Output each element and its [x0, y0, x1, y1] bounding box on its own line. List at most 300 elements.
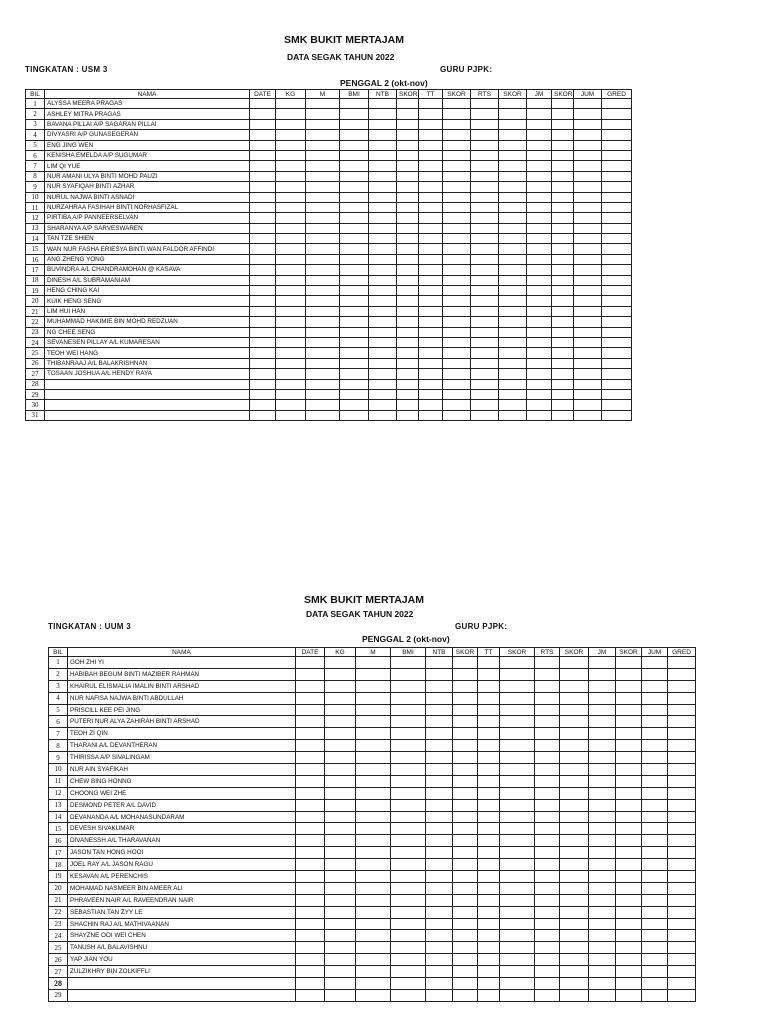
score-cell[interactable]: [391, 728, 426, 740]
score-cell[interactable]: [574, 400, 602, 410]
score-cell[interactable]: [306, 130, 340, 140]
score-cell[interactable]: [589, 942, 616, 954]
score-cell[interactable]: [616, 775, 642, 787]
score-cell[interactable]: [574, 265, 602, 275]
score-cell[interactable]: [340, 234, 369, 244]
score-cell[interactable]: [500, 859, 535, 871]
score-cell[interactable]: [535, 966, 560, 978]
score-cell[interactable]: [296, 823, 325, 835]
score-cell[interactable]: [397, 327, 419, 337]
score-cell[interactable]: [340, 254, 369, 264]
score-cell[interactable]: [574, 130, 602, 140]
score-cell[interactable]: [325, 918, 356, 930]
score-cell[interactable]: [356, 692, 391, 704]
score-cell[interactable]: [589, 966, 616, 978]
score-cell[interactable]: [296, 657, 325, 669]
score-cell[interactable]: [369, 306, 397, 316]
score-cell[interactable]: [574, 234, 602, 244]
score-cell[interactable]: [527, 327, 552, 337]
score-cell[interactable]: [276, 202, 306, 212]
score-cell[interactable]: [276, 327, 306, 337]
score-cell[interactable]: [325, 692, 356, 704]
score-cell[interactable]: [471, 109, 499, 119]
score-cell[interactable]: [552, 265, 574, 275]
score-cell[interactable]: [560, 787, 589, 799]
score-cell[interactable]: [535, 657, 560, 669]
score-cell[interactable]: [552, 358, 574, 368]
score-cell[interactable]: [499, 223, 527, 233]
score-cell[interactable]: [369, 161, 397, 171]
score-cell[interactable]: [642, 775, 668, 787]
score-cell[interactable]: [419, 109, 443, 119]
score-cell[interactable]: [356, 918, 391, 930]
score-cell[interactable]: [443, 400, 471, 410]
score-cell[interactable]: [340, 358, 369, 368]
score-cell[interactable]: [369, 379, 397, 389]
score-cell[interactable]: [419, 358, 443, 368]
score-cell[interactable]: [391, 775, 426, 787]
score-cell[interactable]: [602, 223, 632, 233]
score-cell[interactable]: [478, 823, 500, 835]
score-cell[interactable]: [340, 389, 369, 399]
score-cell[interactable]: [478, 835, 500, 847]
score-cell[interactable]: [602, 202, 632, 212]
score-cell[interactable]: [500, 894, 535, 906]
score-cell[interactable]: [560, 930, 589, 942]
score-cell[interactable]: [499, 109, 527, 119]
score-cell[interactable]: [276, 254, 306, 264]
score-cell[interactable]: [306, 400, 340, 410]
score-cell[interactable]: [391, 882, 426, 894]
score-cell[interactable]: [499, 286, 527, 296]
score-cell[interactable]: [642, 704, 668, 716]
score-cell[interactable]: [552, 192, 574, 202]
score-cell[interactable]: [453, 954, 478, 966]
score-cell[interactable]: [356, 978, 391, 990]
score-cell[interactable]: [296, 966, 325, 978]
score-cell[interactable]: [527, 161, 552, 171]
score-cell[interactable]: [340, 109, 369, 119]
score-cell[interactable]: [250, 99, 276, 109]
score-cell[interactable]: [443, 140, 471, 150]
score-cell[interactable]: [535, 775, 560, 787]
score-cell[interactable]: [478, 764, 500, 776]
score-cell[interactable]: [325, 859, 356, 871]
score-cell[interactable]: [527, 317, 552, 327]
score-cell[interactable]: [500, 954, 535, 966]
score-cell[interactable]: [453, 859, 478, 871]
score-cell[interactable]: [340, 244, 369, 254]
score-cell[interactable]: [250, 358, 276, 368]
score-cell[interactable]: [471, 410, 499, 420]
score-cell[interactable]: [306, 119, 340, 129]
score-cell[interactable]: [397, 244, 419, 254]
score-cell[interactable]: [369, 182, 397, 192]
score-cell[interactable]: [453, 918, 478, 930]
score-cell[interactable]: [527, 337, 552, 347]
score-cell[interactable]: [552, 379, 574, 389]
score-cell[interactable]: [499, 337, 527, 347]
score-cell[interactable]: [668, 894, 696, 906]
score-cell[interactable]: [306, 410, 340, 420]
score-cell[interactable]: [527, 99, 552, 109]
score-cell[interactable]: [535, 811, 560, 823]
score-cell[interactable]: [642, 657, 668, 669]
score-cell[interactable]: [356, 930, 391, 942]
score-cell[interactable]: [642, 882, 668, 894]
score-cell[interactable]: [356, 942, 391, 954]
score-cell[interactable]: [560, 728, 589, 740]
score-cell[interactable]: [296, 882, 325, 894]
score-cell[interactable]: [471, 254, 499, 264]
score-cell[interactable]: [426, 811, 453, 823]
score-cell[interactable]: [471, 119, 499, 129]
score-cell[interactable]: [419, 275, 443, 285]
score-cell[interactable]: [419, 369, 443, 379]
score-cell[interactable]: [535, 906, 560, 918]
score-cell[interactable]: [616, 989, 642, 1001]
score-cell[interactable]: [560, 978, 589, 990]
score-cell[interactable]: [419, 348, 443, 358]
score-cell[interactable]: [560, 906, 589, 918]
score-cell[interactable]: [443, 265, 471, 275]
score-cell[interactable]: [602, 379, 632, 389]
score-cell[interactable]: [296, 989, 325, 1001]
score-cell[interactable]: [276, 171, 306, 181]
score-cell[interactable]: [642, 752, 668, 764]
score-cell[interactable]: [535, 680, 560, 692]
score-cell[interactable]: [478, 657, 500, 669]
score-cell[interactable]: [552, 109, 574, 119]
score-cell[interactable]: [616, 918, 642, 930]
score-cell[interactable]: [589, 728, 616, 740]
score-cell[interactable]: [642, 954, 668, 966]
score-cell[interactable]: [478, 692, 500, 704]
score-cell[interactable]: [391, 835, 426, 847]
score-cell[interactable]: [527, 296, 552, 306]
score-cell[interactable]: [616, 692, 642, 704]
score-cell[interactable]: [499, 244, 527, 254]
score-cell[interactable]: [552, 223, 574, 233]
score-cell[interactable]: [642, 764, 668, 776]
score-cell[interactable]: [478, 989, 500, 1001]
score-cell[interactable]: [500, 918, 535, 930]
score-cell[interactable]: [369, 171, 397, 181]
score-cell[interactable]: [325, 871, 356, 883]
score-cell[interactable]: [296, 847, 325, 859]
score-cell[interactable]: [535, 799, 560, 811]
score-cell[interactable]: [602, 327, 632, 337]
score-cell[interactable]: [471, 389, 499, 399]
score-cell[interactable]: [535, 954, 560, 966]
score-cell[interactable]: [426, 954, 453, 966]
score-cell[interactable]: [426, 882, 453, 894]
score-cell[interactable]: [391, 752, 426, 764]
score-cell[interactable]: [306, 109, 340, 119]
score-cell[interactable]: [391, 966, 426, 978]
score-cell[interactable]: [478, 811, 500, 823]
score-cell[interactable]: [276, 140, 306, 150]
score-cell[interactable]: [535, 894, 560, 906]
score-cell[interactable]: [250, 369, 276, 379]
score-cell[interactable]: [250, 306, 276, 316]
score-cell[interactable]: [602, 337, 632, 347]
score-cell[interactable]: [296, 692, 325, 704]
score-cell[interactable]: [527, 400, 552, 410]
score-cell[interactable]: [340, 130, 369, 140]
score-cell[interactable]: [668, 811, 696, 823]
score-cell[interactable]: [426, 989, 453, 1001]
score-cell[interactable]: [325, 823, 356, 835]
score-cell[interactable]: [535, 882, 560, 894]
score-cell[interactable]: [471, 234, 499, 244]
score-cell[interactable]: [306, 275, 340, 285]
score-cell[interactable]: [356, 799, 391, 811]
score-cell[interactable]: [642, 859, 668, 871]
score-cell[interactable]: [552, 119, 574, 129]
score-cell[interactable]: [589, 835, 616, 847]
score-cell[interactable]: [397, 306, 419, 316]
score-cell[interactable]: [471, 348, 499, 358]
score-cell[interactable]: [471, 265, 499, 275]
score-cell[interactable]: [453, 871, 478, 883]
score-cell[interactable]: [276, 130, 306, 140]
score-cell[interactable]: [443, 317, 471, 327]
score-cell[interactable]: [589, 657, 616, 669]
score-cell[interactable]: [296, 871, 325, 883]
score-cell[interactable]: [426, 799, 453, 811]
score-cell[interactable]: [500, 692, 535, 704]
score-cell[interactable]: [325, 740, 356, 752]
score-cell[interactable]: [500, 704, 535, 716]
score-cell[interactable]: [499, 348, 527, 358]
score-cell[interactable]: [419, 182, 443, 192]
score-cell[interactable]: [500, 966, 535, 978]
score-cell[interactable]: [397, 296, 419, 306]
score-cell[interactable]: [478, 787, 500, 799]
score-cell[interactable]: [391, 930, 426, 942]
score-cell[interactable]: [560, 989, 589, 1001]
score-cell[interactable]: [356, 740, 391, 752]
score-cell[interactable]: [616, 859, 642, 871]
score-cell[interactable]: [499, 369, 527, 379]
score-cell[interactable]: [602, 358, 632, 368]
score-cell[interactable]: [369, 400, 397, 410]
score-cell[interactable]: [500, 728, 535, 740]
score-cell[interactable]: [642, 823, 668, 835]
score-cell[interactable]: [471, 358, 499, 368]
score-cell[interactable]: [356, 787, 391, 799]
score-cell[interactable]: [296, 787, 325, 799]
score-cell[interactable]: [391, 704, 426, 716]
score-cell[interactable]: [500, 871, 535, 883]
score-cell[interactable]: [250, 161, 276, 171]
score-cell[interactable]: [471, 286, 499, 296]
score-cell[interactable]: [589, 752, 616, 764]
score-cell[interactable]: [296, 728, 325, 740]
score-cell[interactable]: [426, 894, 453, 906]
score-cell[interactable]: [397, 286, 419, 296]
score-cell[interactable]: [391, 954, 426, 966]
score-cell[interactable]: [499, 182, 527, 192]
score-cell[interactable]: [616, 835, 642, 847]
score-cell[interactable]: [589, 989, 616, 1001]
score-cell[interactable]: [296, 954, 325, 966]
score-cell[interactable]: [453, 894, 478, 906]
score-cell[interactable]: [369, 275, 397, 285]
score-cell[interactable]: [642, 668, 668, 680]
score-cell[interactable]: [443, 223, 471, 233]
score-cell[interactable]: [602, 265, 632, 275]
score-cell[interactable]: [602, 348, 632, 358]
score-cell[interactable]: [499, 234, 527, 244]
score-cell[interactable]: [276, 244, 306, 254]
score-cell[interactable]: [589, 740, 616, 752]
score-cell[interactable]: [306, 265, 340, 275]
score-cell[interactable]: [391, 978, 426, 990]
score-cell[interactable]: [325, 847, 356, 859]
score-cell[interactable]: [296, 799, 325, 811]
score-cell[interactable]: [616, 740, 642, 752]
score-cell[interactable]: [535, 704, 560, 716]
score-cell[interactable]: [296, 764, 325, 776]
score-cell[interactable]: [356, 954, 391, 966]
score-cell[interactable]: [369, 140, 397, 150]
score-cell[interactable]: [369, 410, 397, 420]
score-cell[interactable]: [535, 740, 560, 752]
score-cell[interactable]: [325, 775, 356, 787]
score-cell[interactable]: [250, 410, 276, 420]
score-cell[interactable]: [527, 306, 552, 316]
score-cell[interactable]: [560, 680, 589, 692]
score-cell[interactable]: [668, 728, 696, 740]
score-cell[interactable]: [471, 192, 499, 202]
score-cell[interactable]: [668, 775, 696, 787]
score-cell[interactable]: [668, 882, 696, 894]
score-cell[interactable]: [250, 265, 276, 275]
score-cell[interactable]: [391, 692, 426, 704]
score-cell[interactable]: [478, 966, 500, 978]
score-cell[interactable]: [443, 327, 471, 337]
score-cell[interactable]: [535, 764, 560, 776]
score-cell[interactable]: [306, 182, 340, 192]
score-cell[interactable]: [250, 202, 276, 212]
score-cell[interactable]: [306, 327, 340, 337]
score-cell[interactable]: [340, 223, 369, 233]
score-cell[interactable]: [616, 823, 642, 835]
score-cell[interactable]: [426, 787, 453, 799]
score-cell[interactable]: [668, 966, 696, 978]
score-cell[interactable]: [535, 859, 560, 871]
score-cell[interactable]: [397, 348, 419, 358]
score-cell[interactable]: [296, 894, 325, 906]
score-cell[interactable]: [478, 740, 500, 752]
score-cell[interactable]: [668, 668, 696, 680]
score-cell[interactable]: [552, 244, 574, 254]
score-cell[interactable]: [443, 130, 471, 140]
score-cell[interactable]: [453, 978, 478, 990]
score-cell[interactable]: [560, 692, 589, 704]
score-cell[interactable]: [340, 171, 369, 181]
score-cell[interactable]: [560, 871, 589, 883]
score-cell[interactable]: [616, 704, 642, 716]
score-cell[interactable]: [602, 296, 632, 306]
score-cell[interactable]: [552, 337, 574, 347]
score-cell[interactable]: [276, 275, 306, 285]
score-cell[interactable]: [589, 764, 616, 776]
score-cell[interactable]: [369, 244, 397, 254]
score-cell[interactable]: [560, 764, 589, 776]
score-cell[interactable]: [616, 942, 642, 954]
score-cell[interactable]: [616, 657, 642, 669]
score-cell[interactable]: [602, 99, 632, 109]
score-cell[interactable]: [453, 847, 478, 859]
score-cell[interactable]: [356, 847, 391, 859]
score-cell[interactable]: [500, 657, 535, 669]
score-cell[interactable]: [478, 942, 500, 954]
score-cell[interactable]: [574, 244, 602, 254]
score-cell[interactable]: [356, 835, 391, 847]
score-cell[interactable]: [552, 202, 574, 212]
score-cell[interactable]: [453, 657, 478, 669]
score-cell[interactable]: [340, 119, 369, 129]
score-cell[interactable]: [552, 306, 574, 316]
score-cell[interactable]: [642, 930, 668, 942]
score-cell[interactable]: [616, 728, 642, 740]
score-cell[interactable]: [478, 728, 500, 740]
score-cell[interactable]: [276, 182, 306, 192]
score-cell[interactable]: [574, 358, 602, 368]
score-cell[interactable]: [471, 223, 499, 233]
score-cell[interactable]: [369, 213, 397, 223]
score-cell[interactable]: [527, 234, 552, 244]
score-cell[interactable]: [419, 192, 443, 202]
score-cell[interactable]: [602, 410, 632, 420]
score-cell[interactable]: [250, 337, 276, 347]
score-cell[interactable]: [642, 740, 668, 752]
score-cell[interactable]: [642, 918, 668, 930]
score-cell[interactable]: [552, 171, 574, 181]
score-cell[interactable]: [499, 213, 527, 223]
score-cell[interactable]: [602, 400, 632, 410]
score-cell[interactable]: [453, 989, 478, 1001]
score-cell[interactable]: [419, 202, 443, 212]
score-cell[interactable]: [426, 716, 453, 728]
score-cell[interactable]: [500, 978, 535, 990]
score-cell[interactable]: [471, 296, 499, 306]
score-cell[interactable]: [552, 140, 574, 150]
score-cell[interactable]: [397, 150, 419, 160]
score-cell[interactable]: [527, 213, 552, 223]
score-cell[interactable]: [574, 286, 602, 296]
score-cell[interactable]: [616, 799, 642, 811]
score-cell[interactable]: [443, 348, 471, 358]
score-cell[interactable]: [306, 223, 340, 233]
score-cell[interactable]: [356, 657, 391, 669]
score-cell[interactable]: [500, 740, 535, 752]
score-cell[interactable]: [552, 327, 574, 337]
score-cell[interactable]: [391, 918, 426, 930]
score-cell[interactable]: [552, 286, 574, 296]
score-cell[interactable]: [306, 150, 340, 160]
score-cell[interactable]: [397, 213, 419, 223]
score-cell[interactable]: [500, 835, 535, 847]
score-cell[interactable]: [552, 130, 574, 140]
score-cell[interactable]: [426, 847, 453, 859]
score-cell[interactable]: [369, 337, 397, 347]
score-cell[interactable]: [391, 657, 426, 669]
score-cell[interactable]: [443, 254, 471, 264]
